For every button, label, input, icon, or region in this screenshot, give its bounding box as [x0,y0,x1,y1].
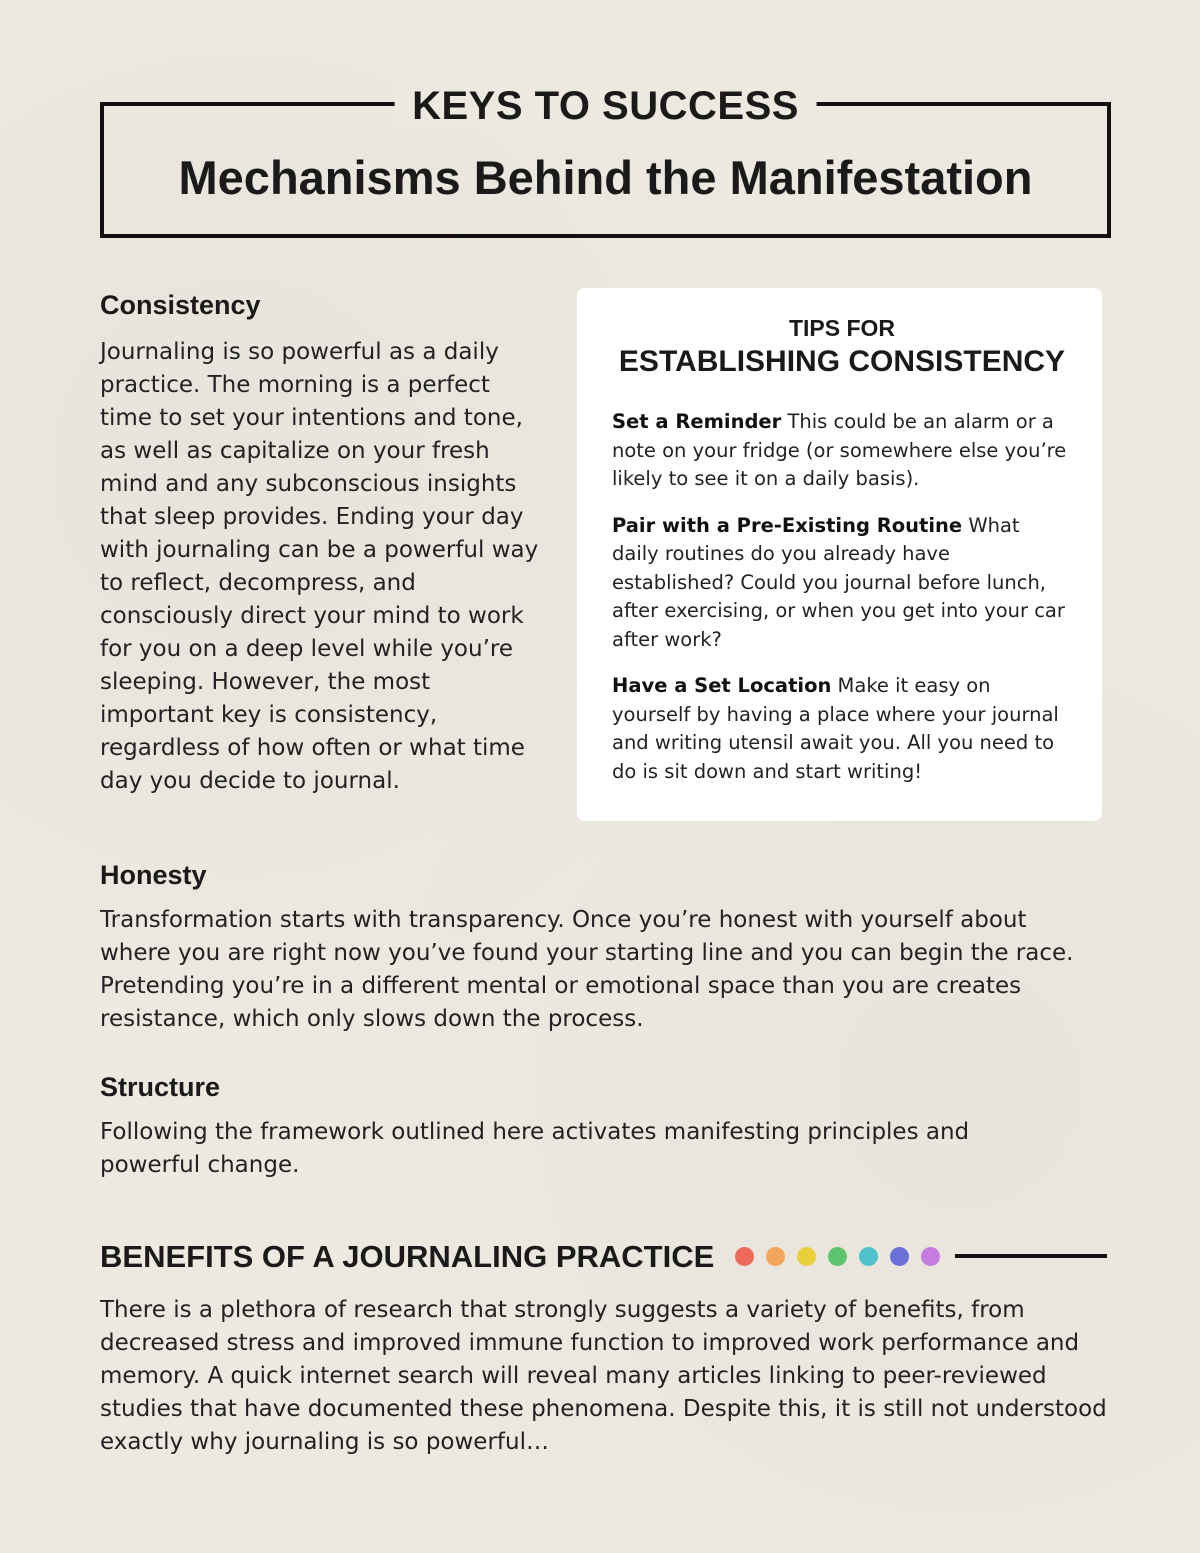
tip-item [612,672,1072,786]
page-title: Mechanisms Behind the Manifestation [178,151,1033,204]
tip-item [612,408,1072,494]
color-dot [766,1247,785,1266]
color-dot [921,1247,940,1266]
color-dot [859,1247,878,1266]
tips-title: ESTABLISHING CONSISTENCY [618,345,1066,378]
color-dot [797,1247,816,1266]
structure-heading: Structure [100,1072,221,1102]
tip-label: Have a Set Location [612,674,832,697]
heading-rule [955,1254,1107,1258]
structure-body: Following the framework outlined here activates manifesting principles and powerful change. [100,1119,970,1178]
title-box [100,84,1111,238]
color-dot [890,1247,909,1266]
benefits-body: There is a plethora of research that strongly suggests a variety of benefits, from decreased stress and improved immune function to improved work performance and memory. A quick internet search will reveal many articles linking to peer-reviewed studies that have documented these phenomena. Despite this, it is still not understood exactly why journaling is so powerful… [100,1297,1107,1455]
tip-text: Make it easy on yourself by having a place where your journal and writing utensil await you. All you need to do is sit down and start writing! [612,674,1059,783]
benefits-heading: BENEFITS OF A JOURNALING PRACTICE [100,1239,715,1274]
page-kicker: KEYS TO SUCCESS [394,86,817,126]
consistency-heading: Consistency [100,290,261,320]
tip-text: What daily routines do you already have established? Could you journal before lunch, after exercising, or when you get into your car after work? [612,513,1065,651]
honesty-body: Transformation starts with transparency. Once you’re honest with yourself about where you are right now you’ve found your starting line and you can begin the race. Pretending you’re in a different mental or emotional space than you are creates resistance, which only slows down the process. [100,907,1074,1032]
tip-item [612,512,1072,655]
color-dots [735,1247,940,1266]
consistency-body: Journaling is so powerful as a daily practice. The morning is a perfect time to set your intentions and tone, as well as capitalize on your fresh mind and any subconscious insights that sleep provides. Ending your day with journaling can be a powerful way to reflect, decompress, and consciously direct your mind to work for you on a deep level while you’re sleeping. However, the most important key is consistency, regardless of how often or what time day you decide to journal. [100,339,539,794]
tip-label: Pair with a Pre-Existing Routine [612,513,963,537]
color-dot [735,1247,754,1266]
tip-text: This could be an alarm or a note on your fridge (or somewhere else you’re likely to see it on a daily basis). [612,410,1067,490]
tips-card [577,288,1102,821]
tips-kicker: TIPS FOR [788,315,896,341]
tip-label: Set a Reminder [612,410,782,433]
honesty-heading: Honesty [100,860,207,890]
color-dot [828,1247,847,1266]
